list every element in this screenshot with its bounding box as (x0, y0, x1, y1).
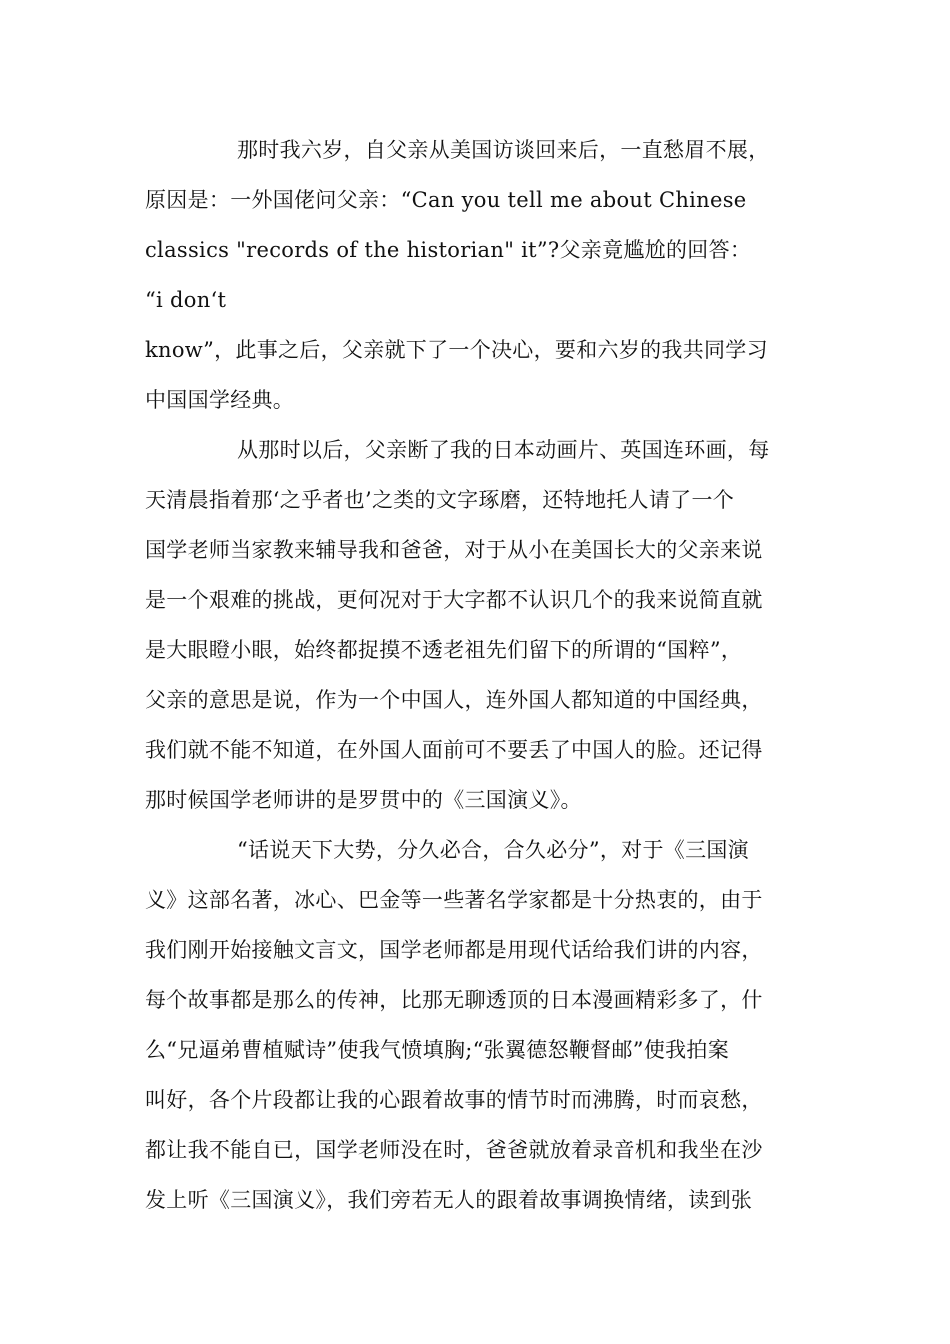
paragraph-3-line-7: 都让我不能自已，国学老师没在时，爸爸就放着录音机和我坐在沙 (145, 1138, 763, 1162)
paragraph-2-line-4: 是一个艰难的挑战，更何况对于大字都不认识几个的我来说简直就 (145, 588, 763, 612)
paragraph-3-line-1: “话说天下大势，分久必合，合久必分”，对于《三国演 (237, 838, 749, 862)
paragraph-1-line-5: know”，此事之后，父亲就下了一个决心，要和六岁的我共同学习 (145, 338, 768, 362)
paragraph-1-line-3: classics "records of the historian" it”?父亲竟尴尬的回答： (145, 238, 752, 262)
paragraph-1-line-1: 那时我六岁，自父亲从美国访谈回来后，一直愁眉不展， (237, 138, 770, 162)
paragraph-3-line-3: 我们刚开始接触文言文，国学老师都是用现代话给我们讲的内容， (145, 938, 763, 962)
paragraph-1-line-2: 原因是：一外国佬问父亲：“Can you tell me about Chinese (145, 188, 747, 212)
paragraph-1-line-6: 中国国学经典。 (145, 388, 295, 412)
paragraph-1-line-4: “i don‘t (145, 288, 227, 312)
paragraph-2-line-1: 从那时以后，父亲断了我的日本动画片、英国连环画，每 (237, 438, 770, 462)
paragraph-3-line-4: 每个故事都是那么的传神，比那无聊透顶的日本漫画精彩多了，什 (145, 988, 763, 1012)
paragraph-2-line-8: 那时候国学老师讲的是罗贯中的《三国演义》。 (145, 788, 582, 812)
paragraph-2-line-7: 我们就不能不知道，在外国人面前可不要丢了中国人的脸。还记得 (145, 738, 763, 762)
paragraph-3-line-6: 叫好，各个片段都让我的心跟着故事的情节时而沸腾，时而哀愁， (145, 1088, 763, 1112)
paragraph-3-line-8: 发上听《三国演义》，我们旁若无人的跟着故事调换情绪，读到张 (145, 1188, 753, 1212)
paragraph-2-line-3: 国学老师当家教来辅导我和爸爸，对于从小在美国长大的父亲来说 (145, 538, 763, 562)
paragraph-2-line-6: 父亲的意思是说，作为一个中国人，连外国人都知道的中国经典， (145, 688, 763, 712)
paragraph-3-line-2: 义》这部名著，冰心、巴金等一些著名学家都是十分热衷的，由于 (145, 888, 763, 912)
paragraph-3-line-5: 么“兄逼弟曹植赋诗”使我气愤填胸;“张翼德怒鞭督邮”使我拍案 (145, 1038, 730, 1062)
paragraph-2-line-5: 是大眼瞪小眼，始终都捉摸不透老祖先们留下的所谓的“国粹”， (145, 638, 743, 662)
paragraph-2-line-2: 天清晨指着那‘之乎者也’之类的文字琢磨，还特地托人请了一个 (145, 488, 735, 512)
